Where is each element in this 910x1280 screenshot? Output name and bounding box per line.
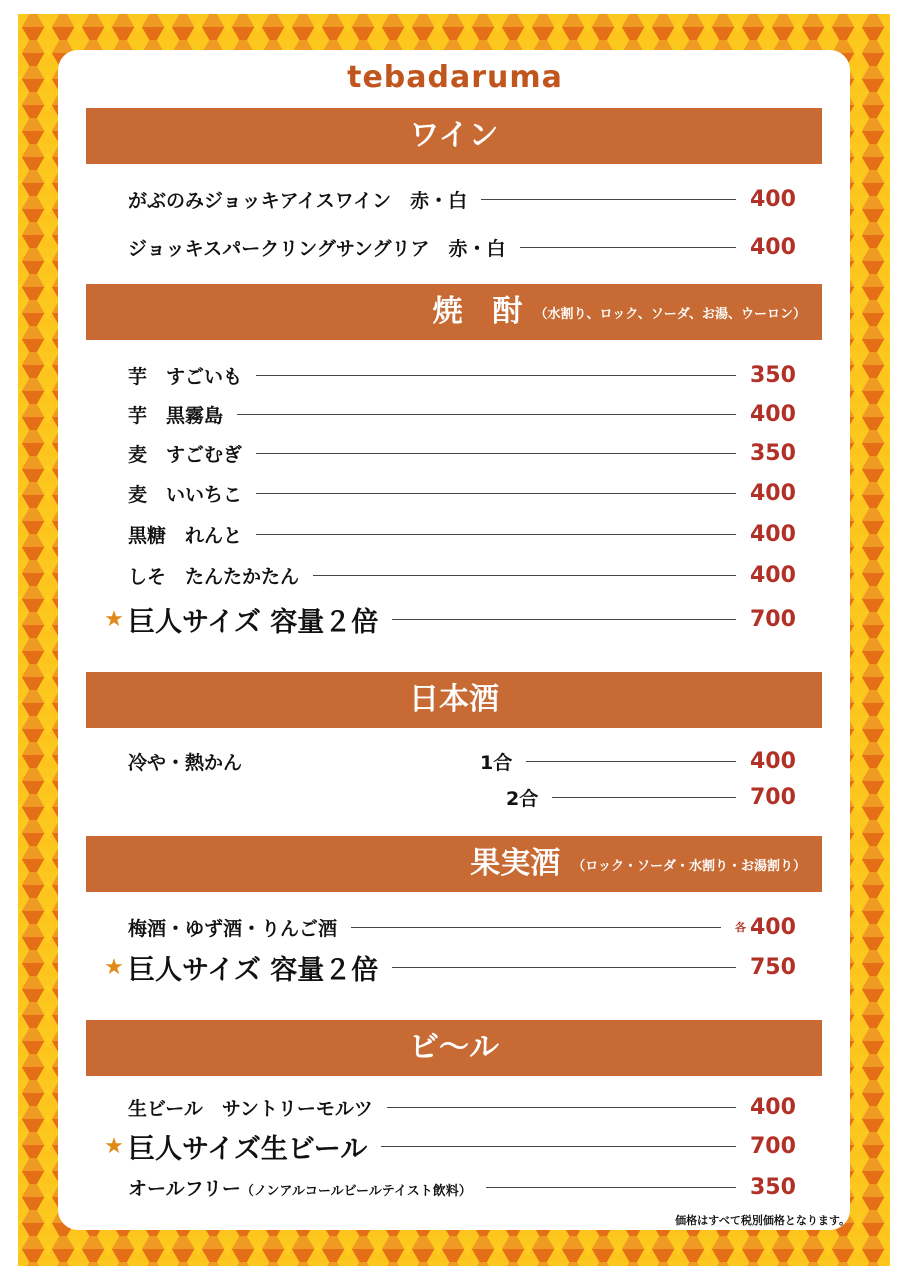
item-price: 400	[750, 748, 796, 774]
item-name: 生ビール サントリーモルツ	[128, 1097, 373, 1120]
item-name: 巨人サイズ生ビール	[128, 1133, 368, 1165]
section-banner-beer	[86, 1020, 822, 1076]
size-label: 1合	[480, 751, 513, 774]
item-price: 400	[750, 914, 796, 940]
item-price: 700	[750, 606, 796, 632]
leader-line	[481, 199, 736, 200]
menu-item	[100, 910, 796, 944]
item-price: 400	[750, 480, 796, 506]
item-name: 冷や・熱かん	[128, 751, 243, 774]
leader-line	[381, 1146, 736, 1147]
item-name-note: （ノンアルコールビールテイスト飲料）	[240, 1183, 472, 1199]
menu-item-featured	[100, 602, 796, 638]
item-name: がぶのみジョッキアイスワイン 赤・白	[128, 189, 468, 212]
item-price: 350	[750, 440, 796, 466]
tax-footnote: 価格はすべて税別価格となります。	[675, 1214, 850, 1227]
item-price: 350	[750, 1174, 796, 1200]
leader-line	[256, 534, 736, 535]
item-name-main: オールフリー	[128, 1177, 241, 1200]
menu-item	[100, 558, 796, 592]
menu-item	[100, 517, 796, 551]
section-title-sake: 日本酒	[409, 682, 499, 717]
section-banner-shochu	[86, 284, 822, 340]
leader-line	[313, 575, 736, 576]
section-subtitle-fruit: （ロック・ソーダ・水割り・お湯割り）	[572, 859, 806, 874]
item-price: 400	[750, 234, 796, 260]
menu-item-featured	[100, 950, 796, 986]
star-icon: ★	[104, 606, 124, 632]
menu-item	[100, 476, 796, 510]
menu-item-sake	[100, 744, 796, 778]
leader-line	[392, 619, 736, 620]
item-price: 400	[750, 521, 796, 547]
item-price: 400	[750, 401, 796, 427]
star-icon: ★	[104, 954, 124, 980]
menu-item	[100, 182, 796, 216]
item-name: 黒糖 れんと	[128, 524, 243, 547]
leader-line	[256, 375, 736, 376]
menu-item-sake-size	[506, 780, 796, 814]
leader-line	[392, 967, 736, 968]
section-title-shochu: 焼 酎	[432, 294, 523, 329]
item-price: 750	[750, 954, 796, 980]
section-banner-wine	[86, 108, 822, 164]
item-name: 梅酒・ゆず酒・りんご酒	[128, 917, 338, 940]
menu-item	[100, 436, 796, 470]
item-name: ジョッキスパークリングサングリア 赤・白	[128, 237, 506, 260]
section-title-beer: ビ〜ル	[409, 1030, 499, 1065]
section-banner-fruit	[86, 836, 822, 892]
menu-item	[100, 397, 796, 431]
size-label: 2合	[506, 787, 539, 810]
section-subtitle-shochu: （水割り、ロック、ソーダ、お湯、ウーロン）	[534, 307, 806, 322]
leader-line	[351, 927, 721, 928]
item-name: 麦 いいちこ	[128, 483, 243, 506]
item-name: 芋 すごいも	[128, 365, 243, 388]
leader-line	[486, 1187, 736, 1188]
leader-line	[237, 414, 736, 415]
leader-line	[256, 453, 736, 454]
leader-line	[552, 797, 736, 798]
item-price: 400	[750, 562, 796, 588]
item-price: 700	[750, 1133, 796, 1159]
leader-line	[256, 493, 736, 494]
item-name	[128, 1174, 472, 1201]
star-icon: ★	[104, 1133, 124, 1159]
each-label: 各	[735, 921, 746, 934]
menu-item	[100, 1090, 796, 1124]
menu-item	[100, 230, 796, 264]
item-name: 麦 すごむぎ	[128, 443, 243, 466]
section-title-wine: ワイン	[409, 118, 499, 153]
item-name: しそ たんたかたん	[128, 565, 300, 588]
leader-line	[387, 1107, 736, 1108]
item-name: 巨人サイズ 容量２倍	[128, 606, 379, 638]
leader-line	[526, 761, 736, 762]
menu-item-featured	[100, 1129, 796, 1165]
leader-line	[520, 247, 736, 248]
item-name: 芋 黒霧島	[128, 404, 224, 427]
item-price: 400	[750, 1094, 796, 1120]
section-title-fruit: 果実酒	[470, 846, 561, 881]
item-name: 巨人サイズ 容量２倍	[128, 954, 379, 986]
menu-item	[100, 1170, 796, 1204]
item-price: 350	[750, 362, 796, 388]
menu-item	[100, 358, 796, 392]
item-price: 400	[750, 186, 796, 212]
item-price: 700	[750, 784, 796, 810]
brand-logo: tebadaruma	[347, 60, 563, 95]
section-banner-sake	[86, 672, 822, 728]
